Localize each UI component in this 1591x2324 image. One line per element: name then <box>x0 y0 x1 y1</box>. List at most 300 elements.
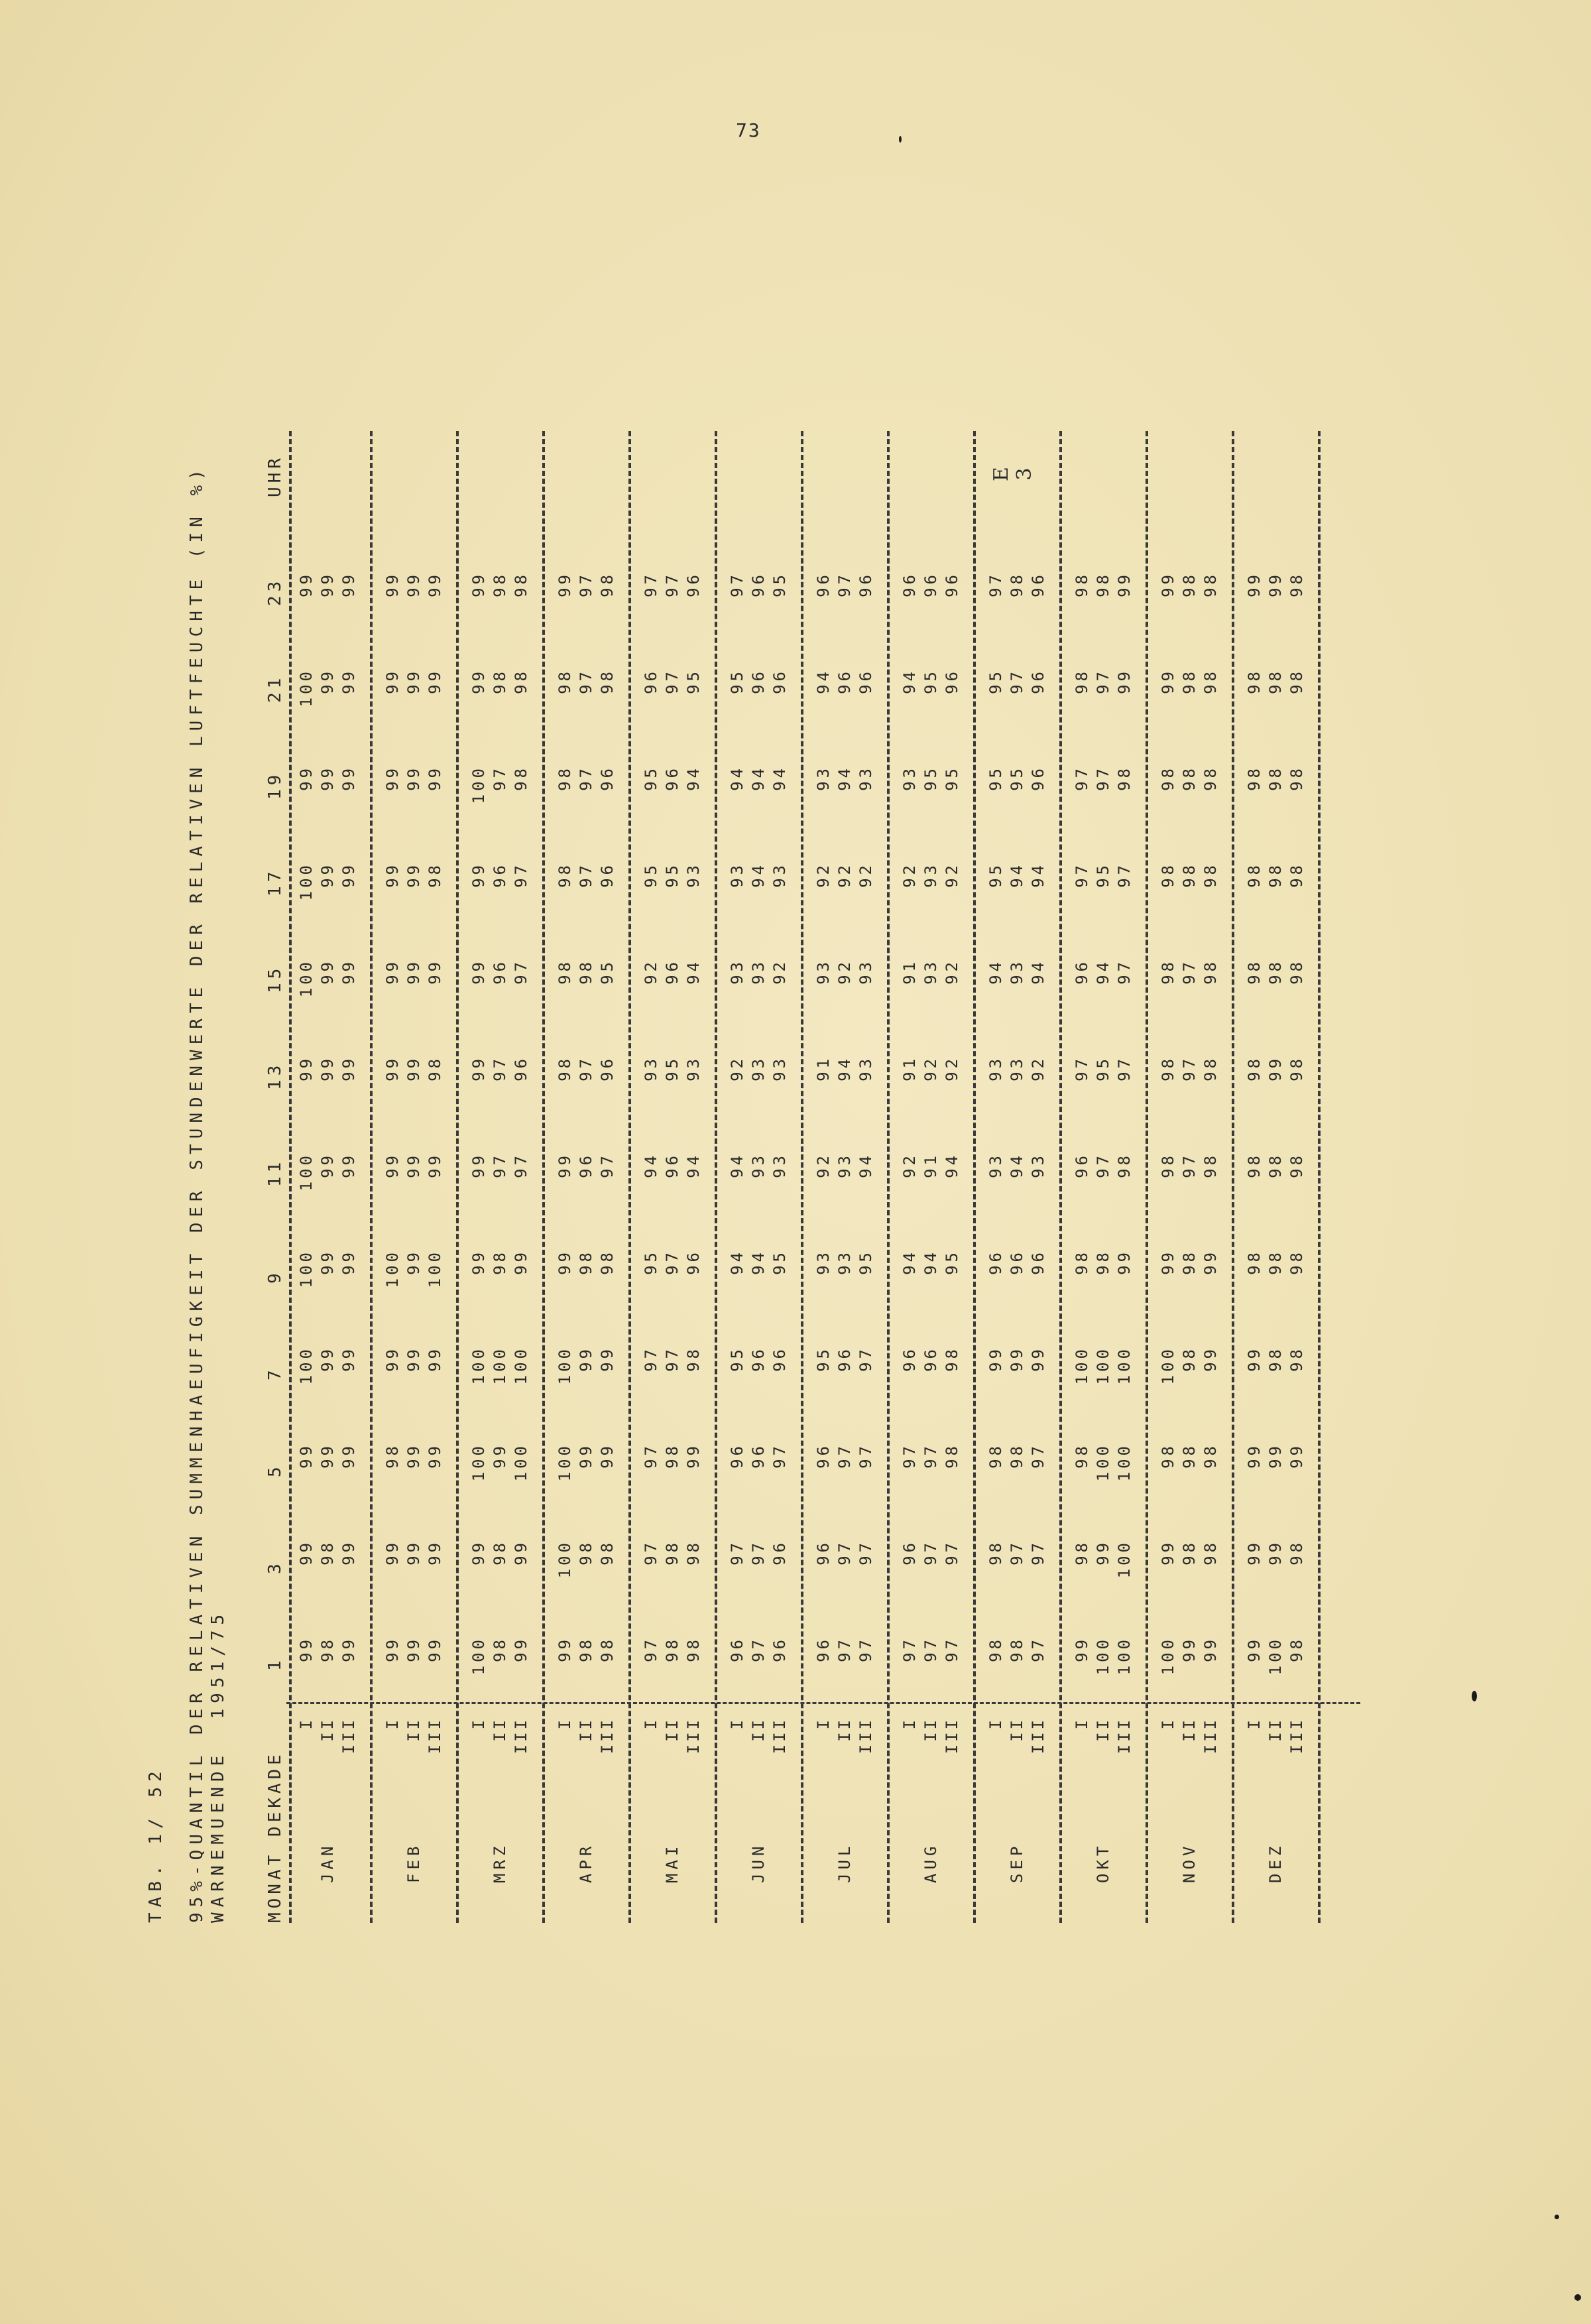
table-cell: 98 <box>1201 959 1220 985</box>
table-cell: 97 <box>491 1056 509 1081</box>
table-cell: 95 <box>598 959 617 985</box>
table-cell: 96 <box>598 765 617 791</box>
month-label: JUN <box>749 1842 768 1883</box>
table-cell: 94 <box>749 1249 768 1275</box>
table-cell: 98 <box>1159 765 1177 791</box>
table-cell: 99 <box>339 668 358 694</box>
table-cell: 99 <box>426 1540 444 1565</box>
table-cell: 96 <box>1029 1249 1047 1275</box>
table-cell: 93 <box>921 959 940 985</box>
table-cell: 96 <box>749 668 768 694</box>
table-cell: 95 <box>986 765 1005 791</box>
table-cell: 98 <box>1201 765 1220 791</box>
table-cell: 95 <box>814 1346 833 1372</box>
hour-header: 23 <box>265 577 285 606</box>
table-cell: 99 <box>1245 1443 1264 1469</box>
table-cell: 96 <box>900 572 919 597</box>
table-cell: 95 <box>728 668 746 694</box>
table-cell: 99 <box>1266 1540 1285 1565</box>
table-cell: 99 <box>339 1540 358 1565</box>
table-cell: 98 <box>1201 862 1220 888</box>
table-cell: 99 <box>684 1443 703 1469</box>
table-cell: 99 <box>469 668 488 694</box>
table-cell: 96 <box>728 1636 746 1662</box>
table-cell: 98 <box>684 1346 703 1372</box>
table-cell: 94 <box>986 959 1005 985</box>
table-cell: 99 <box>404 1346 423 1372</box>
table-cell: 95 <box>943 1249 961 1275</box>
table-cell: 99 <box>512 1249 530 1275</box>
table-cell: 98 <box>556 668 574 694</box>
dekade-label: I <box>986 1717 1005 1730</box>
table-cell: 100 <box>1115 1443 1134 1482</box>
table-cell: 98 <box>512 572 530 597</box>
table-station: WARNEMUENDE 1951/75 <box>208 1609 228 1923</box>
table-cell: 93 <box>770 1152 789 1178</box>
table-cell: 97 <box>642 1443 660 1469</box>
table-cell: 98 <box>1159 1152 1177 1178</box>
hour-header: 5 <box>265 1463 285 1477</box>
table-cell: 98 <box>684 1636 703 1662</box>
month-separator <box>542 431 545 1923</box>
table-cell: 98 <box>1266 1249 1285 1275</box>
table-cell: 96 <box>835 668 854 694</box>
table-cell: 99 <box>469 862 488 888</box>
table-cell: 99 <box>339 959 358 985</box>
table-cell: 97 <box>921 1443 940 1469</box>
table-cell: 92 <box>814 862 833 888</box>
table-cell: 99 <box>469 959 488 985</box>
table-cell: 98 <box>1287 765 1306 791</box>
table-cell: 98 <box>1287 1056 1306 1081</box>
table-cell: 95 <box>943 765 961 791</box>
table-cell: 98 <box>1115 1152 1134 1178</box>
table-cell: 96 <box>1073 1152 1091 1178</box>
hour-header: 11 <box>265 1158 285 1187</box>
table-cell: 98 <box>1180 765 1199 791</box>
table-cell: 100 <box>469 1636 488 1676</box>
table-cell: 98 <box>1094 1249 1112 1275</box>
table-cell: 93 <box>728 862 746 888</box>
dekade-label: I <box>1159 1717 1177 1730</box>
table-cell: 97 <box>1180 1152 1199 1178</box>
table-cell: 99 <box>469 572 488 597</box>
table-cell: 99 <box>512 1636 530 1662</box>
table-cell: 96 <box>598 862 617 888</box>
table-cell: 99 <box>297 1636 316 1662</box>
table-cell: 100 <box>297 862 316 901</box>
table-cell: 96 <box>856 668 875 694</box>
table-cell: 95 <box>921 765 940 791</box>
table-cell: 94 <box>1008 1152 1026 1178</box>
table-cell: 98 <box>1245 1152 1264 1178</box>
table-cell: 99 <box>1115 572 1134 597</box>
table-cell: 98 <box>1180 668 1199 694</box>
dekade-label: III <box>770 1717 789 1754</box>
table-cell: 99 <box>426 1346 444 1372</box>
table-cell: 93 <box>856 765 875 791</box>
table-cell: 99 <box>577 1443 595 1469</box>
table-cell: 97 <box>921 1540 940 1565</box>
month-label: JUL <box>835 1842 854 1883</box>
table-cell: 98 <box>1245 862 1264 888</box>
table-cell: 97 <box>642 1346 660 1372</box>
table-cell: 93 <box>986 1152 1005 1178</box>
table-cell: 97 <box>1029 1443 1047 1469</box>
dekade-label: III <box>1029 1717 1047 1754</box>
table-cell: 97 <box>577 668 595 694</box>
table-cell: 99 <box>404 1249 423 1275</box>
table-cell: 94 <box>1094 959 1112 985</box>
table-cell: 96 <box>749 1443 768 1469</box>
table-cell: 98 <box>1159 1056 1177 1081</box>
table-cell: 96 <box>835 1346 854 1372</box>
table-cell: 97 <box>1094 1152 1112 1178</box>
dekade-label: II <box>1094 1717 1112 1742</box>
table-cell: 99 <box>383 765 402 791</box>
dekade-label: III <box>856 1717 875 1754</box>
month-separator <box>456 431 459 1923</box>
table-cell: 95 <box>1094 1056 1112 1081</box>
table-cell: 95 <box>642 1249 660 1275</box>
table-cell: 97 <box>1094 668 1112 694</box>
table-cell: 98 <box>577 959 595 985</box>
dekade-label: II <box>663 1717 681 1742</box>
month-separator <box>1059 431 1062 1923</box>
table-cell: 93 <box>1008 959 1026 985</box>
table-cell: 93 <box>1008 1056 1026 1081</box>
table-cell: 96 <box>1029 668 1047 694</box>
table-cell: 100 <box>556 1540 574 1579</box>
month-separator <box>1318 431 1321 1923</box>
table-cell: 97 <box>1008 668 1026 694</box>
table-cell: 96 <box>512 1056 530 1081</box>
month-separator <box>628 431 631 1923</box>
table-cell: 97 <box>642 572 660 597</box>
table-cell: 98 <box>577 1540 595 1565</box>
table-cell: 96 <box>900 1540 919 1565</box>
table-cell: 99 <box>1159 1540 1177 1565</box>
table-cell: 98 <box>1245 765 1264 791</box>
table-cell: 98 <box>491 1636 509 1662</box>
table-cell: 98 <box>1245 1056 1264 1081</box>
table-cell: 97 <box>1029 1636 1047 1662</box>
table-cell: 93 <box>814 1249 833 1275</box>
table-cell: 97 <box>856 1443 875 1469</box>
table-cell: 91 <box>900 1056 919 1081</box>
table-cell: 92 <box>943 959 961 985</box>
table-cell: 99 <box>318 959 337 985</box>
table-cell: 97 <box>1094 765 1112 791</box>
table-cell: 94 <box>1029 959 1047 985</box>
dekade-label: III <box>943 1717 961 1754</box>
table-cell: 100 <box>512 1443 530 1482</box>
month-separator <box>1232 431 1234 1923</box>
table-cell: 96 <box>684 1249 703 1275</box>
table-cell: 98 <box>556 1056 574 1081</box>
table-cell: 98 <box>663 1540 681 1565</box>
table-cell: 94 <box>1008 862 1026 888</box>
table-cell: 99 <box>469 1540 488 1565</box>
table-cell: 99 <box>383 959 402 985</box>
dekade-label: II <box>749 1717 768 1742</box>
table-cell: 99 <box>577 1346 595 1372</box>
table-cell: 96 <box>856 572 875 597</box>
table-cell: 93 <box>835 1249 854 1275</box>
month-label: JAN <box>318 1842 337 1883</box>
table-cell: 100 <box>491 1346 509 1385</box>
table-cell: 98 <box>943 1443 961 1469</box>
table-cell: 92 <box>856 862 875 888</box>
table-cell: 97 <box>1073 862 1091 888</box>
table-cell: 98 <box>491 572 509 597</box>
table-cell: 98 <box>1180 1249 1199 1275</box>
table-cell: 93 <box>749 1056 768 1081</box>
table-cell: 98 <box>1008 572 1026 597</box>
table-cell: 98 <box>491 1249 509 1275</box>
table-cell: 93 <box>856 959 875 985</box>
table-cell: 99 <box>404 1056 423 1081</box>
table-cell: 99 <box>556 1636 574 1662</box>
table-cell: 97 <box>856 1540 875 1565</box>
table-cell: 99 <box>339 1152 358 1178</box>
table-cell: 97 <box>749 1636 768 1662</box>
table-cell: 93 <box>814 959 833 985</box>
dust-speck <box>1555 2215 1559 2219</box>
table-cell: 100 <box>1266 1636 1285 1676</box>
table-cell: 99 <box>318 1346 337 1372</box>
table-cell: 96 <box>491 862 509 888</box>
table-cell: 98 <box>1115 765 1134 791</box>
table-cell: 92 <box>835 862 854 888</box>
table-cell: 97 <box>986 572 1005 597</box>
header-uhr: UHR <box>265 454 285 497</box>
dekade-label: II <box>577 1717 595 1742</box>
table-cell: 94 <box>684 765 703 791</box>
dekade-label: II <box>1008 1717 1026 1742</box>
table-cell: 97 <box>663 668 681 694</box>
table-cell: 99 <box>297 765 316 791</box>
dekade-label: II <box>404 1717 423 1742</box>
table-cell: 95 <box>770 1249 789 1275</box>
table-cell: 95 <box>663 862 681 888</box>
table-cell: 95 <box>986 668 1005 694</box>
table-cell: 99 <box>318 765 337 791</box>
table-cell: 92 <box>814 1152 833 1178</box>
table-cell: 98 <box>1180 1443 1199 1469</box>
table-cell: 99 <box>404 668 423 694</box>
table-cell: 95 <box>684 668 703 694</box>
table-cell: 99 <box>297 1540 316 1565</box>
table-cell: 98 <box>1073 1540 1091 1565</box>
table-cell: 99 <box>404 765 423 791</box>
table-cell: 98 <box>1287 668 1306 694</box>
header-rule <box>289 431 292 1923</box>
table-cell: 98 <box>491 668 509 694</box>
table-cell: 100 <box>1073 1346 1091 1385</box>
table-cell: 98 <box>1266 765 1285 791</box>
table-cell: 94 <box>770 765 789 791</box>
table-cell: 98 <box>1245 1249 1264 1275</box>
table-cell: 99 <box>318 572 337 597</box>
table-cell: 96 <box>943 572 961 597</box>
table-cell: 99 <box>1073 1636 1091 1662</box>
table-cell: 98 <box>512 668 530 694</box>
table-cell: 97 <box>900 1443 919 1469</box>
table-cell: 99 <box>339 1346 358 1372</box>
table-cell: 99 <box>1159 1249 1177 1275</box>
table-cell: 100 <box>1094 1443 1112 1482</box>
table-cell: 96 <box>921 572 940 597</box>
table-cell: 99 <box>1266 572 1285 597</box>
table-cell: 95 <box>663 1056 681 1081</box>
table-cell: 94 <box>749 765 768 791</box>
table-cell: 94 <box>684 959 703 985</box>
dekade-label: II <box>318 1717 337 1742</box>
table-cell: 92 <box>943 862 961 888</box>
table-cell: 98 <box>1287 862 1306 888</box>
table-cell: 96 <box>491 959 509 985</box>
table-cell: 98 <box>1073 1443 1091 1469</box>
table-cell: 99 <box>339 1249 358 1275</box>
table-cell: 99 <box>426 1152 444 1178</box>
table-cell: 96 <box>663 765 681 791</box>
table-cell: 100 <box>1115 1346 1134 1385</box>
table-cell: 92 <box>728 1056 746 1081</box>
table-cell: 99 <box>1201 1249 1220 1275</box>
table-cell: 100 <box>469 765 488 804</box>
table-cell: 95 <box>856 1249 875 1275</box>
dekade-label: III <box>339 1717 358 1754</box>
table-cell: 98 <box>318 1636 337 1662</box>
hour-header: 9 <box>265 1269 285 1284</box>
table-cell: 94 <box>684 1152 703 1178</box>
table-cell: 99 <box>404 572 423 597</box>
table-cell: 99 <box>1159 668 1177 694</box>
table-cell: 98 <box>491 1540 509 1565</box>
table-cell: 98 <box>512 765 530 791</box>
table-cell: 95 <box>728 1346 746 1372</box>
table-cell: 99 <box>383 1346 402 1372</box>
table-cell: 93 <box>986 1056 1005 1081</box>
table-cell: 96 <box>663 959 681 985</box>
table-cell: 98 <box>684 1540 703 1565</box>
table-cell: 97 <box>835 1443 854 1469</box>
dekade-label: II <box>1180 1717 1199 1742</box>
hour-header: 17 <box>265 867 285 896</box>
table-cell: 99 <box>986 1346 1005 1372</box>
table-cell: 91 <box>921 1152 940 1178</box>
table-cell: 98 <box>1266 862 1285 888</box>
table-cell: 99 <box>426 572 444 597</box>
table-cell: 96 <box>684 572 703 597</box>
table-cell: 99 <box>318 862 337 888</box>
dekade-label: II <box>835 1717 854 1742</box>
table-cell: 98 <box>1180 862 1199 888</box>
table-cell: 91 <box>900 959 919 985</box>
table-cell: 96 <box>814 1636 833 1662</box>
table-cell: 97 <box>943 1540 961 1565</box>
table-cell: 96 <box>663 1152 681 1178</box>
table-cell: 100 <box>1115 1540 1134 1579</box>
table-cell: 93 <box>749 959 768 985</box>
table-cell: 98 <box>986 1540 1005 1565</box>
table-cell: 97 <box>663 572 681 597</box>
table-cell: 99 <box>339 572 358 597</box>
month-separator <box>370 431 373 1923</box>
table-cell: 99 <box>297 1056 316 1081</box>
table-cell: 93 <box>856 1056 875 1081</box>
table-cell: 98 <box>577 1249 595 1275</box>
table-cell: 98 <box>1201 572 1220 597</box>
table-cell: 97 <box>1180 1056 1199 1081</box>
table-cell: 94 <box>900 668 919 694</box>
table-cell: 97 <box>577 1056 595 1081</box>
table-cell: 98 <box>1159 959 1177 985</box>
month-label: SEP <box>1008 1842 1026 1883</box>
table-cell: 98 <box>1008 1636 1026 1662</box>
dekade-label: III <box>426 1717 444 1754</box>
table-cell: 99 <box>297 1443 316 1469</box>
table-cell: 99 <box>383 1540 402 1565</box>
table-cell: 99 <box>1201 1346 1220 1372</box>
table-cell: 100 <box>1094 1346 1112 1385</box>
table-cell: 98 <box>598 668 617 694</box>
table-cell: 98 <box>1266 1152 1285 1178</box>
month-label: AUG <box>921 1842 940 1883</box>
dekade-label: I <box>383 1717 402 1730</box>
month-label: APR <box>577 1842 595 1883</box>
dekade-label: III <box>684 1717 703 1754</box>
table-cell: 99 <box>383 668 402 694</box>
table-cell: 94 <box>1029 862 1047 888</box>
table-cell: 95 <box>921 668 940 694</box>
table-cell: 100 <box>469 1443 488 1482</box>
table-cell: 100 <box>556 1346 574 1385</box>
table-cell: 99 <box>383 1056 402 1081</box>
dekade-label: III <box>512 1717 530 1754</box>
dekade-label: I <box>469 1717 488 1730</box>
table-cell: 99 <box>426 1443 444 1469</box>
table-cell: 97 <box>577 765 595 791</box>
table-cell: 94 <box>921 1249 940 1275</box>
table-cell: 99 <box>1245 1540 1264 1565</box>
dekade-label: I <box>1245 1717 1264 1730</box>
table-cell: 96 <box>1073 959 1091 985</box>
dekade-label: II <box>1266 1717 1285 1742</box>
table-cell: 99 <box>426 1636 444 1662</box>
table-cell: 98 <box>1180 1346 1199 1372</box>
table-cell: 99 <box>1245 1346 1264 1372</box>
table-cell: 97 <box>770 1443 789 1469</box>
dekade-label: II <box>921 1717 940 1742</box>
table-title: 95%-QUANTIL DER RELATIVEN SUMMENHAEUFIGKEIT DER STUNDENWERTE DER RELATIVEN LUFTFEUCHTE (IN %) <box>187 464 207 1923</box>
table-cell: 99 <box>469 1056 488 1081</box>
table-cell: 95 <box>1008 765 1026 791</box>
table-cell: 93 <box>835 1152 854 1178</box>
table-cell: 98 <box>1245 668 1264 694</box>
table-cell: 99 <box>1245 1636 1264 1662</box>
table-cell: 98 <box>1266 959 1285 985</box>
month-separator <box>801 431 803 1923</box>
table-cell: 99 <box>318 1152 337 1178</box>
table-cell: 98 <box>1073 572 1091 597</box>
table-cell: 96 <box>728 1443 746 1469</box>
table-cell: 96 <box>943 668 961 694</box>
table-cell: 96 <box>900 1346 919 1372</box>
table-cell: 93 <box>728 959 746 985</box>
table-cell: 93 <box>770 1056 789 1081</box>
